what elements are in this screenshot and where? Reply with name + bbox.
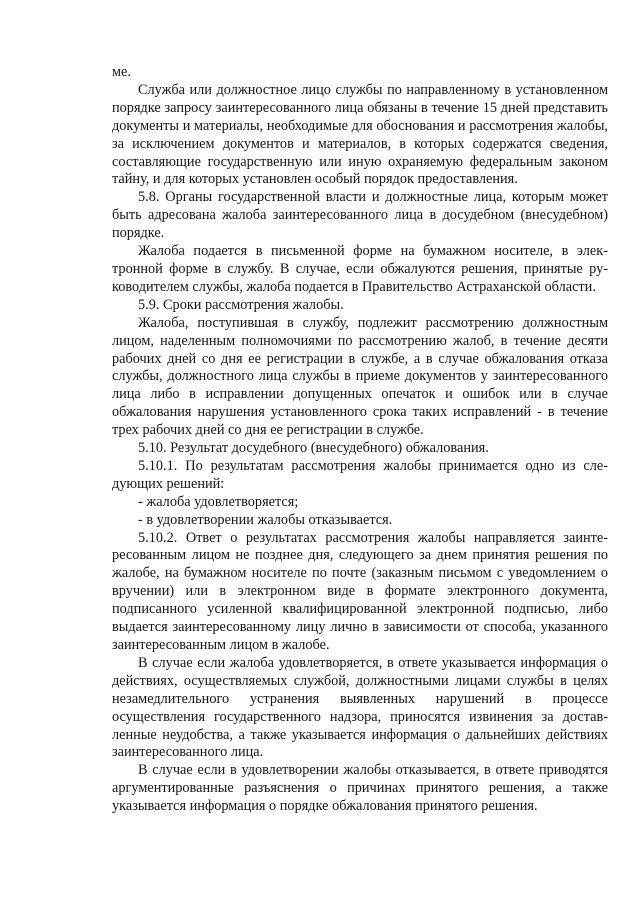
paragraph-document-request: Служба или должностное лицо службы по направленному в установленном порядке запросу заинтересованного лица обязаны в течение 15 дней представить документы и материалы, необходимые для обоснования и рассмотрения жалобы, за исключением документов и материалов, в которых содержатся сведения, составляющие государственную или иную охраняемую федеральным законом тайну, и для которых установлен особый порядок предоставления. bbox=[112, 81, 608, 188]
section-5-8-heading: 5.8. Органы государственной власти и должностные лица, которым может быть адресована жалоба заинтересованного лица в досудебном (внесудебном) порядке. bbox=[112, 189, 608, 242]
section-5-10-heading: 5.10. Результат досудебного (внесудебного) обжалования. bbox=[138, 440, 489, 457]
section-5-10-2: 5.10.2. Ответ о результатах рассмотрения жалобы направляется заинтересованным лицом не позднее дня, следующего за днем принятия решения по жалобе, на бумажном носителе по почте (заказным письмом с уведомлением о вручении) или в электронном виде в формате электронного документа, подписанного усиленной квалифицированной электронной подписью, либо выдается заинтересованному лицу лично в зависимости от способа, указанного заинтересованным лицом в жалобе. bbox=[112, 529, 608, 653]
section-5-9-heading: 5.9. Сроки рассмотрения жалобы. bbox=[138, 296, 344, 313]
paragraph-if-refused: В случае если в удовлетворении жалобы отказывается, в ответе приводятся аргументированные разъяснения о причинах принятого решения, а также указывается информация о порядке обжалования принятого решения. bbox=[112, 762, 608, 815]
paragraph-review-deadlines: Жалоба, поступившая в службу, подлежит рассмотрению должностным лицом, наделенным полномочиями по рассмотрению жалоб, в течение десяти рабочих дней со дня ее регистрации в службе, а в случае обжалования отказа службы, должностного лица службы в приеме документов у заинтересованного лица либо в исправлении допущенных опечаток и ошибок или в случае обжалования нарушения установленного срока таких исправлений - в течение трех рабочих дней со дня ее регистрации в службе. bbox=[112, 314, 608, 439]
section-5-10-1: 5.10.1. По результатам рассмотрения жалобы принимается одно из следующих решений: bbox=[112, 457, 608, 492]
document-body bbox=[112, 64, 608, 816]
paragraph-if-satisfied: В случае если жалоба удовлетворяется, в ответе указывается информация о действиях, осуществляемых службой, должностными лицами службы в целях незамедлительного устранения выявленных нарушений в процессе осуществления государственного надзора, приносятся извинения за доставленные неудобства, а также указывается информация о дальнейших действиях заинтересованного лица. bbox=[112, 654, 608, 761]
paragraph-continuation: ме. bbox=[112, 64, 131, 80]
paragraph-complaint-form: Жалоба подается в письменной форме на бумажном носителе, в электронной форме в службу. В случае, если обжалуются решения, принятые руководителем службы, жалоба подается в Правительство Астраханской области. bbox=[112, 243, 608, 295]
list-item-satisfied: - жалоба удовлетворяется; bbox=[138, 493, 299, 510]
list-item-refused: - в удовлетворении жалобы отказывается. bbox=[138, 511, 393, 528]
